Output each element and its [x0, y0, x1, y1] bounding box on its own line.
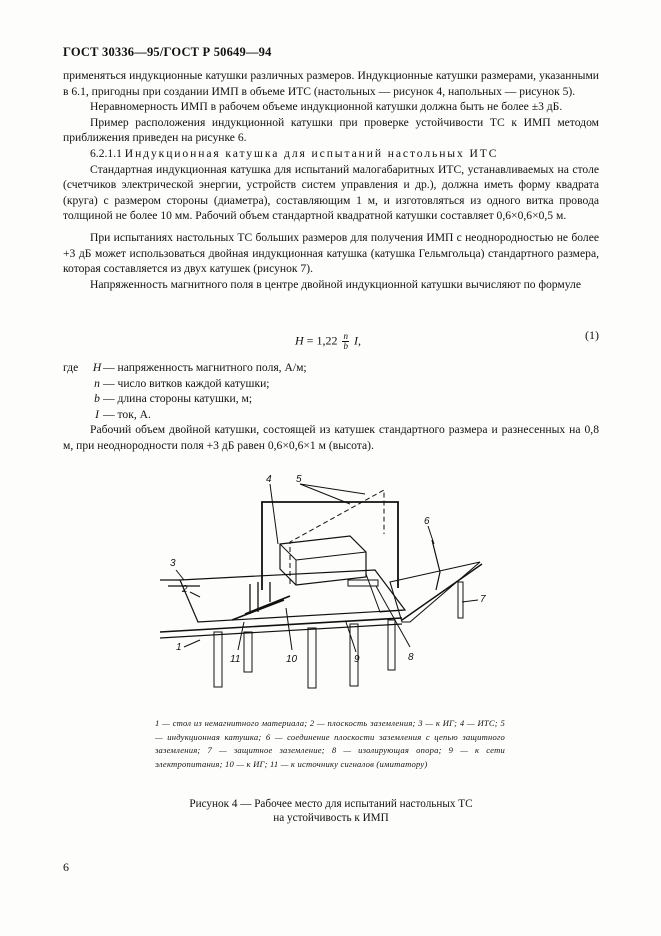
- formula-block: [63, 326, 599, 358]
- where-lead: где: [63, 361, 79, 374]
- formula-rhs: I,: [350, 333, 361, 348]
- formula-fraction: [342, 332, 349, 351]
- leader-1: [184, 640, 200, 647]
- formula-numerator: n: [343, 331, 348, 341]
- leader-5: [300, 484, 350, 504]
- leader-10: [286, 608, 292, 650]
- callout-9: 9: [354, 654, 360, 665]
- figure-legend: 1 — стол из немагнитного материала; 2 — плоскость заземления; 3 — к ИГ; 4 — ИТС; 5 — индукционная катушка; 6 — соединение плоскости заземления с цепью защитного заземления; 7 — защитное заземление; 8 — изолирующая опора; 9 — к сети электропитания; 10 — к ИГ; 11 — к источнику сигналов (имитатору): [155, 718, 505, 769]
- table-top: [160, 618, 402, 632]
- leader-7: [462, 600, 478, 602]
- where-symbol: b: [94, 392, 100, 406]
- table-leg: [388, 620, 395, 670]
- formula-eq: = 1,22: [303, 333, 341, 348]
- paragraph-5: При испытаниях настольных ТС больших размеров для получения ИМП с неоднородностью не более +3 дБ может использоваться двойная индукционная катушка (катушка Гельмгольца) стандартного размера, которая составляется из двух катушек (рисунок 7).: [63, 230, 599, 276]
- table-leg: [214, 632, 222, 687]
- leader-3: [176, 570, 184, 580]
- callout-6: 6: [424, 516, 430, 527]
- section-title: Индукционная катушка для испытаний настольных ИТС: [124, 146, 499, 160]
- table-leg: [244, 632, 252, 672]
- eut-box: [280, 536, 366, 585]
- where-desc: — длина стороны катушки, м;: [103, 392, 253, 406]
- right-leg: [458, 582, 463, 618]
- paragraph-7: Рабочий объем двойной катушки, состоящей из катушек стандартного размера и разнесенных на 0,8 м, при неоднородности поля +3 дБ равен 0,6×0,6×1 м (высота).: [63, 423, 599, 452]
- callout-2: 2: [182, 584, 188, 595]
- where-desc: — ток, А.: [103, 407, 151, 421]
- figure-4-drawing: [140, 462, 522, 702]
- paragraph-6: Напряженность магнитного поля в центре двойной индукционной катушки вычисляют по формуле: [90, 277, 581, 291]
- paragraph-3: Пример расположения индукционной катушки при проверке устойчивости ТС к ИМП методом приближения приведен на рисунке 6.: [63, 115, 599, 145]
- leader-8: [376, 586, 410, 647]
- callout-11: 11: [230, 654, 241, 665]
- leader-6: [428, 526, 434, 544]
- callout-1: 1: [176, 642, 182, 653]
- leader-11: [238, 622, 244, 650]
- figure-caption: [63, 797, 599, 825]
- insulating-support: [348, 580, 378, 586]
- paragraph-1: применяться индукционные катушки различных размеров. Индукционные катушки размерами, указанными в 6.1, пригодны при создании ИМП в объеме ИТС (настольных — рисунок 4, напольных — рисунок 5).: [63, 69, 599, 98]
- callout-3: 3: [170, 558, 176, 569]
- leader-2: [190, 592, 200, 597]
- leader-5b: [300, 484, 365, 494]
- right-plane: [390, 562, 480, 622]
- caption-line-1: Рисунок 4 — Рабочее место для испытаний настольных ТС: [189, 798, 473, 810]
- eut-edge: [280, 544, 296, 560]
- callout-8: 8: [408, 652, 414, 663]
- formula-number: (1): [585, 328, 599, 342]
- paragraph-2: Неравномерность ИМП в рабочем объеме индукционной катушки должна быть не более ±3 дБ.: [90, 100, 563, 114]
- body-text-bottom: [63, 422, 599, 453]
- where-desc: — напряженность магнитного поля, А/м;: [103, 361, 307, 374]
- where-symbol: n: [94, 376, 100, 390]
- body-text-top: [63, 68, 599, 292]
- formula: [295, 332, 361, 351]
- where-symbol: H: [92, 361, 102, 374]
- eut-edge: [296, 552, 366, 560]
- right-plane-edge: [402, 564, 482, 620]
- paragraph-4: Стандартная индукционная катушка для испытаний малогабаритных ИТС, устанавливаемых на столе (счетчиков электрической энергии, устройств систем управления и др.), должна иметь форму квадрата (круга) с размером стороны (диаметра), составляющим 1 м, и изготовляться из одного витка провода толщиной не более 10 мм. Рабочий объем стандартной квадратной катушки составляет 0,6×0,6×0,5 м.: [63, 162, 599, 223]
- callout-10: 10: [286, 654, 298, 665]
- formula-lhs: H: [295, 333, 304, 348]
- where-desc: — число витков каждой катушки;: [103, 376, 270, 390]
- formula-denominator: b: [343, 341, 348, 351]
- callout-5: 5: [296, 474, 302, 485]
- table-leg: [308, 628, 316, 688]
- callout-4: 4: [266, 474, 272, 485]
- ground-plane: [180, 570, 405, 622]
- cable-10-11: [232, 596, 290, 620]
- page-number: 6: [63, 860, 69, 874]
- section-number: 6.2.1.1: [90, 146, 122, 160]
- page-header: ГОСТ 30336—95/ГОСТ Р 50649—94: [63, 45, 272, 59]
- leader-4: [270, 484, 278, 544]
- where-symbol: I: [95, 407, 99, 421]
- where-list: [63, 360, 307, 422]
- caption-line-2: на устойчивость к ИМП: [273, 812, 389, 824]
- section-heading: [63, 146, 599, 162]
- ground-strap: [432, 540, 440, 590]
- table-edge: [160, 624, 402, 638]
- callout-7: 7: [480, 594, 486, 605]
